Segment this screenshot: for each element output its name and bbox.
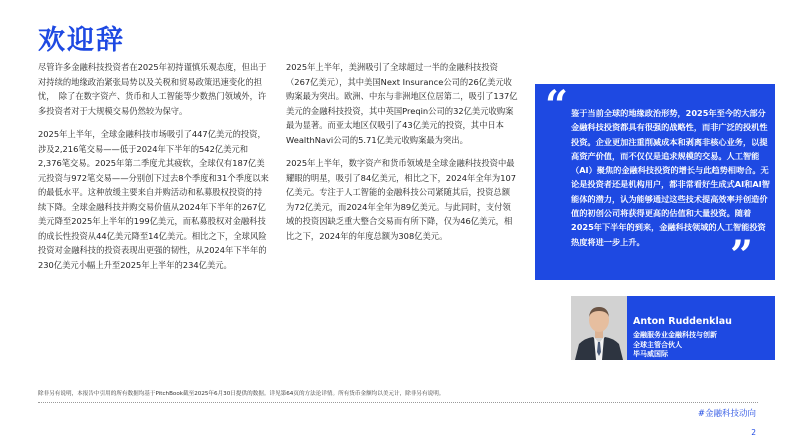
close-quote-mark: ” (729, 232, 753, 279)
paragraph: 尽管许多金融科技投资者在2025年初持谨慎乐观态度，但出于对持续的地缘政治紧张局势以及关税和贸易政策迅速变化的担忧， 除了在数字资产、货币和人工智能等少数热门领域外，许多投资者对于大规模交易仍然较为保守。 (38, 62, 267, 116)
portrait-image (571, 296, 627, 360)
pull-quote (535, 84, 775, 280)
hashtag-label: #金融科技动向 (697, 409, 756, 419)
body-column-left (38, 60, 270, 281)
quote-text: 鉴于当前全球的地缘政治形势，2025年至今的大部分金融科技投资都具有很强的战略性，而非广泛的投机性投资。企业更加注重削减成本和剥离非核心业务，以提高资产价值，而不仅仅是追求规模的交易。人工智能（AI）聚焦的金融科技投资的增长与此趋势相吻合。无论是投资者还是机构用户，都非常看好生成式AI和AI智能体的潜力，认为能够通过这些技术提高效率并创造价值的初创公司将获得更高的估值和大量投资。随着2025年下半年的到来，金融科技领域的人工智能投资热度将进一步上升。 (571, 108, 770, 247)
author-name: Anton Ruddenklau (633, 316, 732, 327)
footnote: 除非另有说明，本报告中引用的所有数据均基于PitchBook截至2025年6月30日提供的数据。详见第64页的方法论详情。所有货币金额均以美元计，除非另有说明。 (38, 391, 445, 397)
author-role-line: 金融服务业金融科技与创新 (633, 331, 717, 339)
body-column-middle (286, 60, 518, 252)
page-number: 2 (751, 428, 756, 437)
paragraph: 2025年上半年，全球金融科技市场吸引了447亿美元的投资，涉及2,216笔交易——低于2024年下半年的542亿美元和2,376笔交易。2025年第二季度尤其疲软，全球仅有187亿美元投资与972笔交易——分别创下过去8个季度和31个季度以来的最低水平。这种放缓主要来自并购活动和私募股权投资的持续下降。全球金融科技并购交易价值从2024年下半年的267亿美元降至2025年上半年的199亿美元，而私募股权对金融科技的成长性投资从44亿美元降至14亿美元。相比之下，全球风险投资对金融科技的投资表现出更强的韧性，从2024年下半年的230亿美元小幅上升至2025年上半年的234亿美元。 (38, 129, 269, 270)
paragraph: 2025年上半年，美洲吸引了全球超过一半的金融科技投资（267亿美元），其中美国Next Insurance公司的26亿美元收购案最为突出。欧洲、中东与非洲地区位居第二，吸引了137亿美元的金融科技投资，其中英国Preqin公司的32亿美元收购案最为显著。而亚太地区仅吸引了43亿美元的投资，其中日本WealthNavi公司的5.71亿美元收购案最为突出。 (286, 62, 518, 145)
page-title: 欢迎辞 (38, 25, 125, 56)
author-card (627, 296, 775, 360)
author-role-line: 毕马威国际 (633, 350, 668, 358)
author-role (633, 331, 717, 360)
author-role-line: 全球主管合伙人 (633, 340, 682, 349)
paragraph: 2025年上半年，数字资产和货币领域是全球金融科技投资中最耀眼的明星，吸引了84亿美元，相比之下，2024年全年为107亿美元。专注于人工智能的金融科技公司紧随其后，投资总额为72亿美元，而2024年全年为89亿美元。与此同时，支付领域的投资因缺乏重大整合交易而有所下降，仅为46亿美元，相比之下，2024年的年度总额为308亿美元。 (286, 158, 517, 241)
author-photo (571, 296, 627, 360)
footer-divider (38, 402, 758, 403)
open-quote-mark: “ (545, 82, 569, 129)
